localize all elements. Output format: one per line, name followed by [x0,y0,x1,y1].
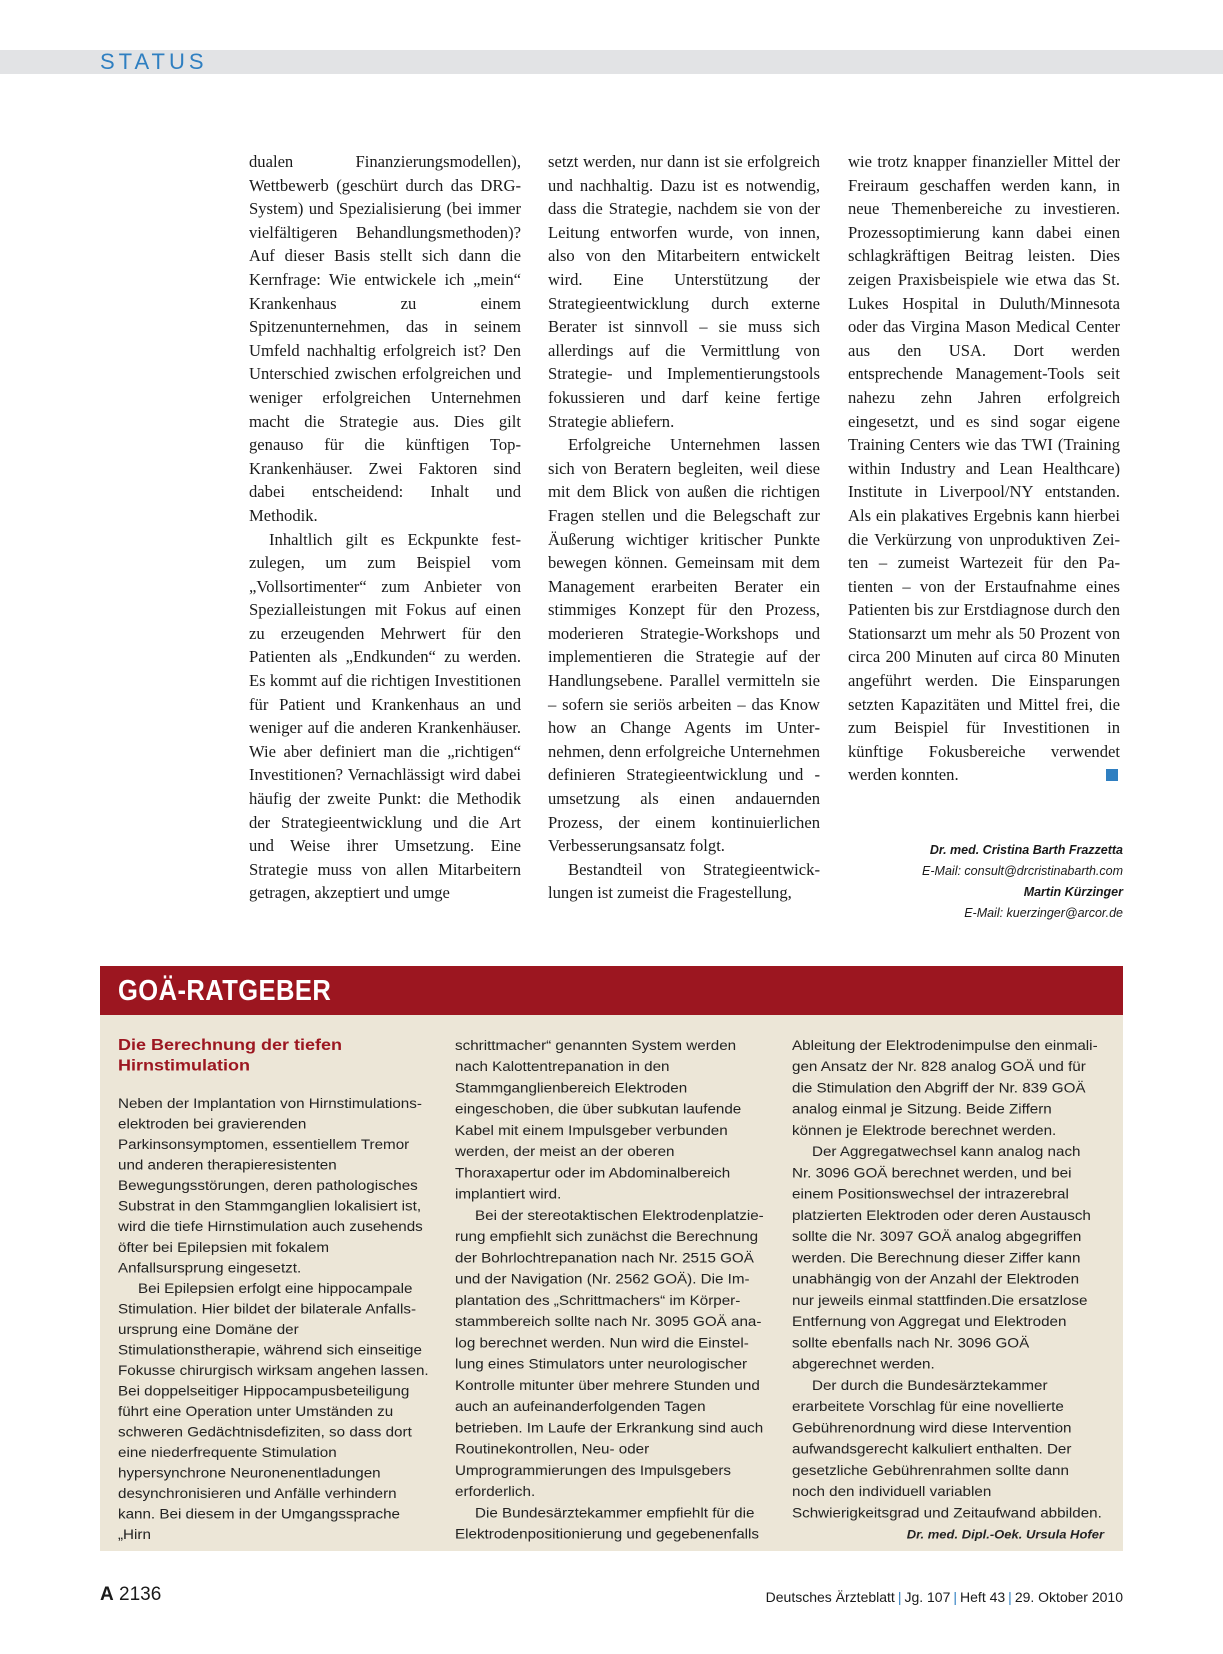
author-email[interactable]: E-Mail: consult@drcristinabarth.com [922,864,1123,878]
paragraph [848,150,1120,787]
author-name: Dr. med. Cristina Barth Frazzetta [929,843,1123,857]
paragraph: schrittmacher“ genannten System werden nach Kalottentrepanation in den Stammganglienbereich Elektroden eingeschoben, die über subkutan laufende Kabel mit einem Impulsgeber verbunden werden, der meist an der oberen Thoraxapertur oder im Abdominalbereich implantiert wird. [455,1037,742,1203]
paragraph: setzt werden, nur dann ist sie erfolgreich und nachhaltig. Dazu ist es notwendig, dass die Strategie, nachdem sie von der Leitung entworfen wurde, von innen, also von den Mitarbeitern entwickelt wird. Eine Unterstützung der Strategieentwicklung durch externe Berater ist sinnvoll – sie muss sich allerdings auf die Vermittlung von Strategie- und Implementierungstools fokussieren und darf keine fertige Strategie abliefern. [548,152,820,431]
box-column-2 [455,1035,767,1545]
paragraph-text: wie trotz knapper finanzieller Mittel der Freiraum geschaffen werden kann, in neue Themenbereiche zu investieren. Prozessoptimierung kann dabei einen schlagkräftigen Beitrag leisten. Dies zeigen Praxisbeispiele wie etwa das St. Lukes Hospital in Duluth/Minnesota oder das Virgina Mason Medical Center aus den USA. Dort werden entsprechende Management-Tools seit nahezu zehn Jahren erfolgreich eingesetzt, und es sind sogar eigene Training Centers wie das TWI (Training within Industry and Lean Healthcare) Institute in Liverpool/NY entstanden. Als ein plakatives Ergebnis kann hierbei die Verkürzung von unproduktiven Zeiten – zumeist Wartezeit für den Patienten – von der Erstaufnahme eines Patienten bis zur Erstdiagnose durch den Stationsarzt um mehr als 50 Prozent von circa 200 Minuten auf circa 80 Minuten angeführt werden. Die Einsparungen setzten Kapazitäten und Mittel frei, die zum Beispiel für Investitionen in künftige Fokusbereiche verwendet werden konnten. [848,152,1120,785]
article-authors [848,840,1123,924]
paragraph [792,1375,1104,1542]
journal-date: 29. Oktober 2010 [1014,1589,1123,1605]
paragraph: Die Bundesärztekammer empfiehlt für die Elektrodenpositionierung und gegebenenfalls [455,1505,759,1543]
paragraph: Ableitung der Elektrodenimpulse den einmaligen Ansatz der Nr. 828 analog GOÄ und für die Stimulation den Abgriff der Nr. 839 GOÄ analog einmal je Sitzung. Beide Ziffern können je Elektrode berechnet werden. [792,1037,1098,1139]
paragraph: Erfolgreiche Unternehmen lassen sich von Beratern begleiten, weil diese mit dem Blick von außen die richtigen Fragen stellen und die Belegschaft zur Äußerung wichtiger kritischer Punkte bewegen können. Gemeinsam mit dem Management erarbeiten Berater ein stimmiges Konzept für den Prozess, moderieren Strategie-Workshops und implementieren die Strategie auf der Handlungsebene. Parallel vermitteln sie – sofern sie seriös arbeiten – das Know how an Change Agents im Unternehmen, denn erfolgreiche Unternehmen definieren Strategieentwicklung und -umsetzung als einen andauernden Prozess, der einem kontinuierlichen Verbesserungsansatz folgt. [548,435,820,856]
paragraph: Inhaltlich gilt es Eckpunkte festzulegen, um zum Beispiel vom „Vollsortimenter“ zum Anbieter von Spezialleistungen mit Fokus auf einen zu erzeugenden Mehrwert für den Patienten als „Endkunden“ zu werden. Es kommt auf die richtigen Investitionen für Patient und Krankenhaus an und weniger auf die anderen Krankenhäuser. Wie aber definiert man die „richtigen“ Investitionen? Vernachlässigt wird dabei häufig der zweite Punkt: die Methodik der Strategieentwicklung und die Art und Weise ihrer Umsetzung. Eine Strategie muss von allen Mitarbeitern getragen, akzeptiert und umge [249,529,521,903]
paragraph-text: Der durch die Bundesärztekammer erarbeitete Vorschlag für eine novellierte Gebührenordnung wird diese Intervention aufwandsgerecht kalkuliert enthalten. Der gesetzliche Gebührenrahmen sollte dann noch den individuell variablen Schwierigkeitsgrad und Zeitaufwand abbilden. [792,1377,1102,1522]
page-number-value: 2136 [119,1584,162,1605]
end-mark-icon [1106,769,1118,781]
article-column-3 [848,150,1120,787]
box-title: GOÄ-RATGEBER [118,975,332,1007]
journal-name: Deutsches Ärzteblatt [765,1589,895,1605]
box-subtitle: Die Berechnung der tiefen Hirnstimulation [118,1035,343,1075]
separator: | [1008,1589,1012,1605]
paragraph: Der Aggregatwechsel kann analog nach Nr. 3096 GOÄ berechnet werden, und bei einem Positionswechsel der intrazerebral platzierten Elektroden oder deren Austausch sollte die Nr. 3097 GOÄ analog abgegriffen werden. Die Berechnung dieser Ziffer kann unabhängig von der Anzahl der Elektroden nur jeweils einmal stattfinden.Die ersatzlose Entfernung von Aggregat und Elektroden sollte ebenfalls nach Nr. 3096 GOÄ abgerechnet werden. [792,1144,1091,1373]
paragraph: Bei Epilepsien erfolgt eine hippocampale Stimulation. Hier bildet der bilaterale Anfallsursprung eine Domäne der Stimulationstherapie, während sich einseitige Fokusse chirurgisch wirksam angehen lassen. Bei doppelseitiger Hippocampusbeteiligung führt eine Operation unter Umständen zu schweren Gedächtnisdefiziten, so dass dort eine niederfrequente Stimulation hypersynchrone Neuronenentladungen desynchronisieren und Anfälle verhindern kann. Bei diesem in der Umgangssprache „Hirn [118,1281,429,1543]
box-author: Dr. med. Dipl.-Oek. Ursula Hofer [906,1527,1104,1542]
box-column-3 [792,1035,1104,1545]
paragraph: dualen Finanzierungsmodellen), Wettbewerb (geschürt durch das DRG-System) und Spezialisierung (bei immer vielfältigeren Behandlungsmethoden)? Auf dieser Basis stellt sich dann die Kernfrage: Wie entwickele ich „mein“ Krankenhaus zu einem Spitzenunternehmen, das in seinem Umfeld nachhaltig erfolgreich ist? Den Unterschied zwischen erfolgreichen und weniger erfolgreichen Unternehmen macht die Strategie aus. Dies gilt genauso für die künftigen Top-Krankenhäuser. Zwei Faktoren sind dabei entscheidend: Inhalt und Methodik. [249,152,521,525]
journal-issue: Heft 43 [960,1589,1006,1605]
page-prefix: A [100,1584,114,1605]
author-name: Martin Kürzinger [1023,885,1123,899]
paragraph: Bestandteil von Strategieentwicklungen ist zumeist die Fragestellung, [548,859,820,903]
journal-volume: Jg. 107 [904,1589,951,1605]
separator: | [953,1589,958,1605]
journal-info [766,1587,1123,1607]
author-email[interactable]: E-Mail: kuerzinger@arcor.de [964,906,1123,920]
page-number [100,1583,161,1607]
box-column-1 [118,1035,430,1545]
article-column-2 [548,150,820,905]
paragraph: Bei der stereotaktischen Elektrodenplatzierung empfiehlt sich zunächst die Berechnung der Bohrlochtrepanation nach Nr. 2515 GOÄ und der Navigation (Nr. 2562 GOÄ). Die Implantation des „Schrittmachers“ im Körperstammbereich sollte nach Nr. 3095 GOÄ analog berechnet werden. Nun wird die Einstellung eines Stimulators unter neurologischer Kontrolle mitunter über mehrere Stunden und auch an aufeinanderfolgenden Tagen betrieben. Im Laufe der Erkrankung sind auch Routinekontrollen, Neu- oder Umprogrammierungen des Impulsgebers erforderlich. [455,1207,764,1500]
article-column-1 [249,150,521,905]
section-label: STATUS [100,49,208,74]
separator: | [897,1589,902,1605]
paragraph: Neben der Implantation von Hirnstimulationselektroden bei gravierenden Parkinsonsymptomen, essentiellem Tremor und anderen therapieresistenten Bewegungsstörungen, deren pathologisches Substrat in den Stammganglien lokalisiert ist, wird die tiefe Hirnstimulation auch zusehends öfter bei Epilepsien mit fokalem Anfallsursprung eingesetzt. [118,1096,423,1276]
